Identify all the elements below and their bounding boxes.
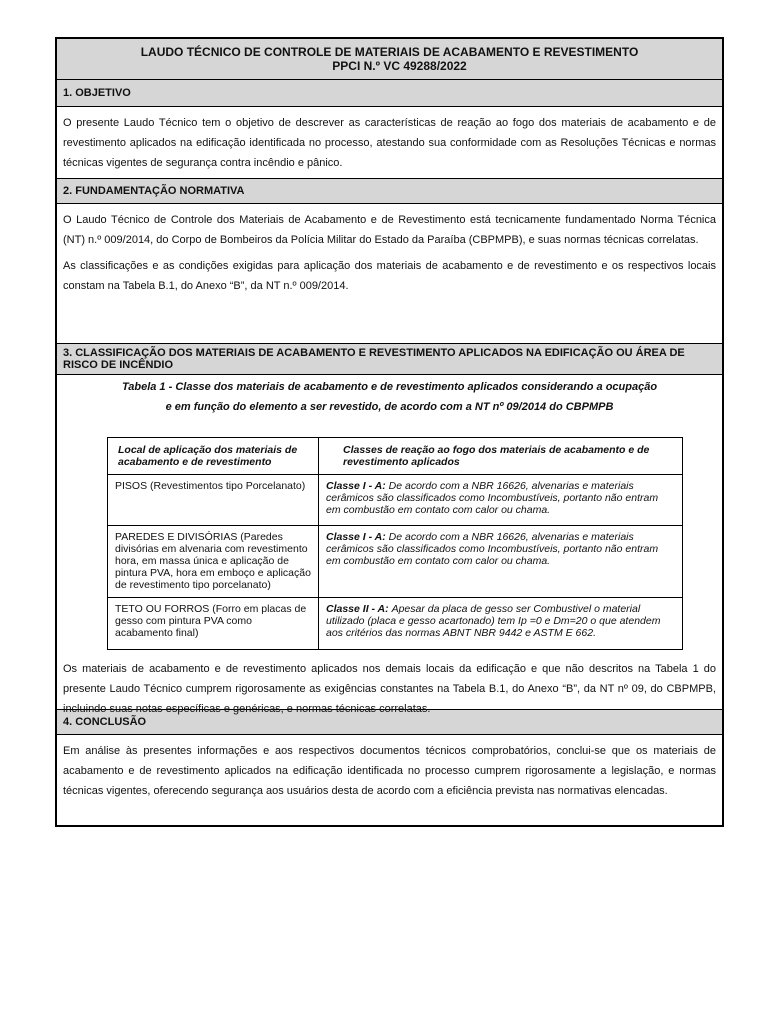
section-body-fundamentacao <box>57 204 722 344</box>
class-label: Classe II - A: <box>326 603 389 615</box>
fundamentacao-paragraph-1: O Laudo Técnico de Controle dos Materiais de Acabamento e de Revestimento está tecnicamente fundamentado Norma Técnica (NT) n.º 009/2014, do Corpo de Bombeiros da Polícia Militar do Estado da Paraíba (CBPMPB), e suas normas técnicas correlatas. <box>63 214 716 246</box>
table-cell-classe <box>319 475 683 526</box>
table-cell-local: TETO OU FORROS (Forro em placas de gesso com pintura PVA como acabamento final) <box>108 598 319 650</box>
section-body-classificacao <box>57 375 722 715</box>
table-cell-classe <box>319 598 683 650</box>
class-description: De acordo com a NBR 16626, alvenarias e materiais cerâmicos são classificados como Incombustíveis, portanto não entram em combustão em contato com calor ou chama. <box>326 531 659 567</box>
section-body-objetivo <box>57 107 722 179</box>
section-heading-fundamentacao: 2. FUNDAMENTAÇÃO NORMATIVA <box>57 179 722 204</box>
report-title-block <box>57 39 722 80</box>
fundamentacao-paragraph-2: As classificações e as condições exigidas para aplicação dos materiais de acabamento e de revestimento e os respectivos locais constam na Tabela B.1, do Anexo “B”, da NT n.º 009/2014. <box>63 260 716 292</box>
class-description: De acordo com a NBR 16626, alvenarias e materiais cerâmicos são classificados como Incombustíveis, portanto não entram em combustão em contato com calor ou chama. <box>326 480 659 516</box>
table-header-local: Local de aplicação dos materiais de acabamento e de revestimento <box>108 438 319 475</box>
class-label: Classe I - A: <box>326 531 386 543</box>
table-row <box>108 598 683 650</box>
class-description: Apesar da placa de gesso ser Combustivel o material utilizado (placa e gesso acartonado) tem Ip =0 e Dm=20 o que atendem aos critérios das normas ABNT NBR 9442 e ASTM E 662. <box>326 603 661 639</box>
section-heading-conclusao: 4. CONCLUSÃO <box>57 710 722 735</box>
section-body-conclusao <box>57 735 722 825</box>
report-title: LAUDO TÉCNICO DE CONTROLE DE MATERIAIS DE ACABAMENTO E REVESTIMENTO <box>140 45 639 59</box>
table-header-classes: Classes de reação ao fogo dos materiais de acabamento e de revestimento aplicados <box>319 438 683 475</box>
table-row <box>108 475 683 526</box>
section-heading-classificacao: 3. CLASSIFICAÇÃO DOS MATERIAIS DE ACABAMENTO E REVESTIMENTO APLICADOS NA EDIFICAÇÃO OU ÁREA DE RISCO DE INCÊNDIO <box>57 344 722 375</box>
classificacao-after-text: Os materiais de acabamento e de revestimento aplicados nos demais locais da edificação e que não descritos na Tabela 1 do presente Laudo Técnico cumprem rigorosamente as exigências constantes na Tabela B.1, do Anexo “B”, da NT nº 09, do CBPMPB, incluindo suas notas específicas e genéricas, e normas técnicas correlatas. <box>63 663 716 715</box>
class-label: Classe I - A: <box>326 480 386 492</box>
table-caption-line-1: Tabela 1 - Classe dos materiais de acabamento e de revestimento aplicados considerando a ocupação <box>121 381 658 393</box>
table-caption-line-2: e em função do elemento a ser revestido, de acordo com a NT nº 09/2014 do CBPMPB <box>165 401 614 413</box>
ppci-number: PPCI N.º VC 49288/2022 <box>332 59 467 73</box>
section-heading-objetivo: 1. OBJETIVO <box>57 80 722 107</box>
table-cell-local: PAREDES E DIVISÓRIAS (Paredes divisórias em alvenaria com revestimento hora, em massa única e aplicação de pintura PVA, hora em emboço e aplicação de revestimento tipo porcelanato) <box>108 526 319 598</box>
objetivo-text: O presente Laudo Técnico tem o objetivo de descrever as características de reação ao fogo dos materiais de acabamento e de revestimento aplicados na edificação identificada no processo, atestando sua conformidade com as Resoluções Técnicas e normas técnicas vigentes de segurança contra incêndio e pânico. <box>63 117 716 169</box>
report-document <box>55 37 724 827</box>
conclusao-text: Em análise às presentes informações e aos respectivos documentos técnicos comprobatórios, conclui-se que os materiais de acabamento e de revestimento aplicados na edificação identificada no processo cumprem rigorosamente a legislação, e normas técnicas vigentes, oferecendo segurança aos usuários desta de acordo com a eficiência prevista nas normativas elencadas. <box>63 745 716 797</box>
table-row <box>108 526 683 598</box>
table-header-row <box>108 438 683 475</box>
table-cell-local: PISOS (Revestimentos tipo Porcelanato) <box>108 475 319 526</box>
table-cell-classe <box>319 526 683 598</box>
materials-table <box>107 437 683 650</box>
